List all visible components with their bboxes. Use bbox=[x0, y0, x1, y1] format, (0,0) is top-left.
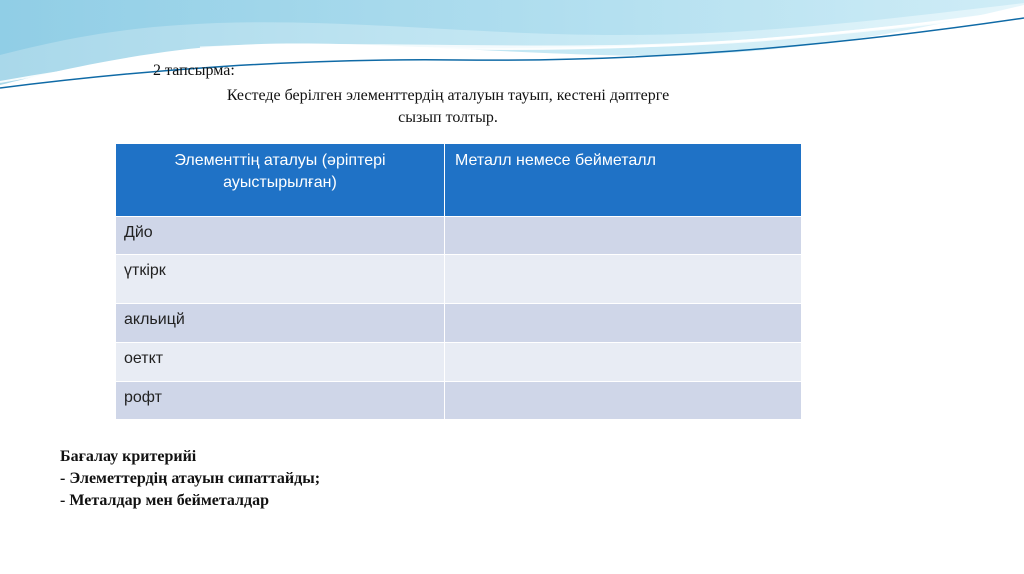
cell-element-name: Дйо bbox=[116, 217, 445, 255]
cell-metal-type[interactable] bbox=[445, 304, 802, 343]
table-row bbox=[116, 382, 802, 420]
cell-element-name: үткірк bbox=[116, 255, 445, 304]
task-title: 2 тапсырма: bbox=[153, 62, 235, 79]
criteria-item: - Металдар мен бейметалдар bbox=[60, 492, 269, 509]
cell-metal-type[interactable] bbox=[445, 217, 802, 255]
elements-table bbox=[115, 143, 802, 420]
task-instructions-line-2: сызып толтыр. bbox=[398, 109, 498, 126]
table-header-row bbox=[116, 144, 802, 217]
cell-element-name: рофт bbox=[116, 382, 445, 420]
criteria-title: Бағалау критерийі bbox=[60, 448, 197, 465]
task-instructions bbox=[178, 85, 718, 129]
cell-element-name: оеткт bbox=[116, 343, 445, 382]
cell-metal-type[interactable] bbox=[445, 343, 802, 382]
header-metal-type: Металл немесе бейметалл bbox=[445, 144, 802, 217]
header-element-name: Элементтің аталуы (әріптері ауыстырылған) bbox=[116, 144, 445, 217]
cell-metal-type[interactable] bbox=[445, 382, 802, 420]
table-row bbox=[116, 217, 802, 255]
assessment-criteria bbox=[60, 446, 320, 512]
table-row bbox=[116, 255, 802, 304]
task-instructions-line-1: Кестеде берілген элементтердің аталуын тауып, кестені дәптерге bbox=[226, 87, 670, 104]
cell-metal-type[interactable] bbox=[445, 255, 802, 304]
criteria-item: - Элеметтердің атауын сипаттайды; bbox=[60, 470, 321, 487]
cell-element-name: акльицй bbox=[116, 304, 445, 343]
table-row bbox=[116, 304, 802, 343]
table-row bbox=[116, 343, 802, 382]
